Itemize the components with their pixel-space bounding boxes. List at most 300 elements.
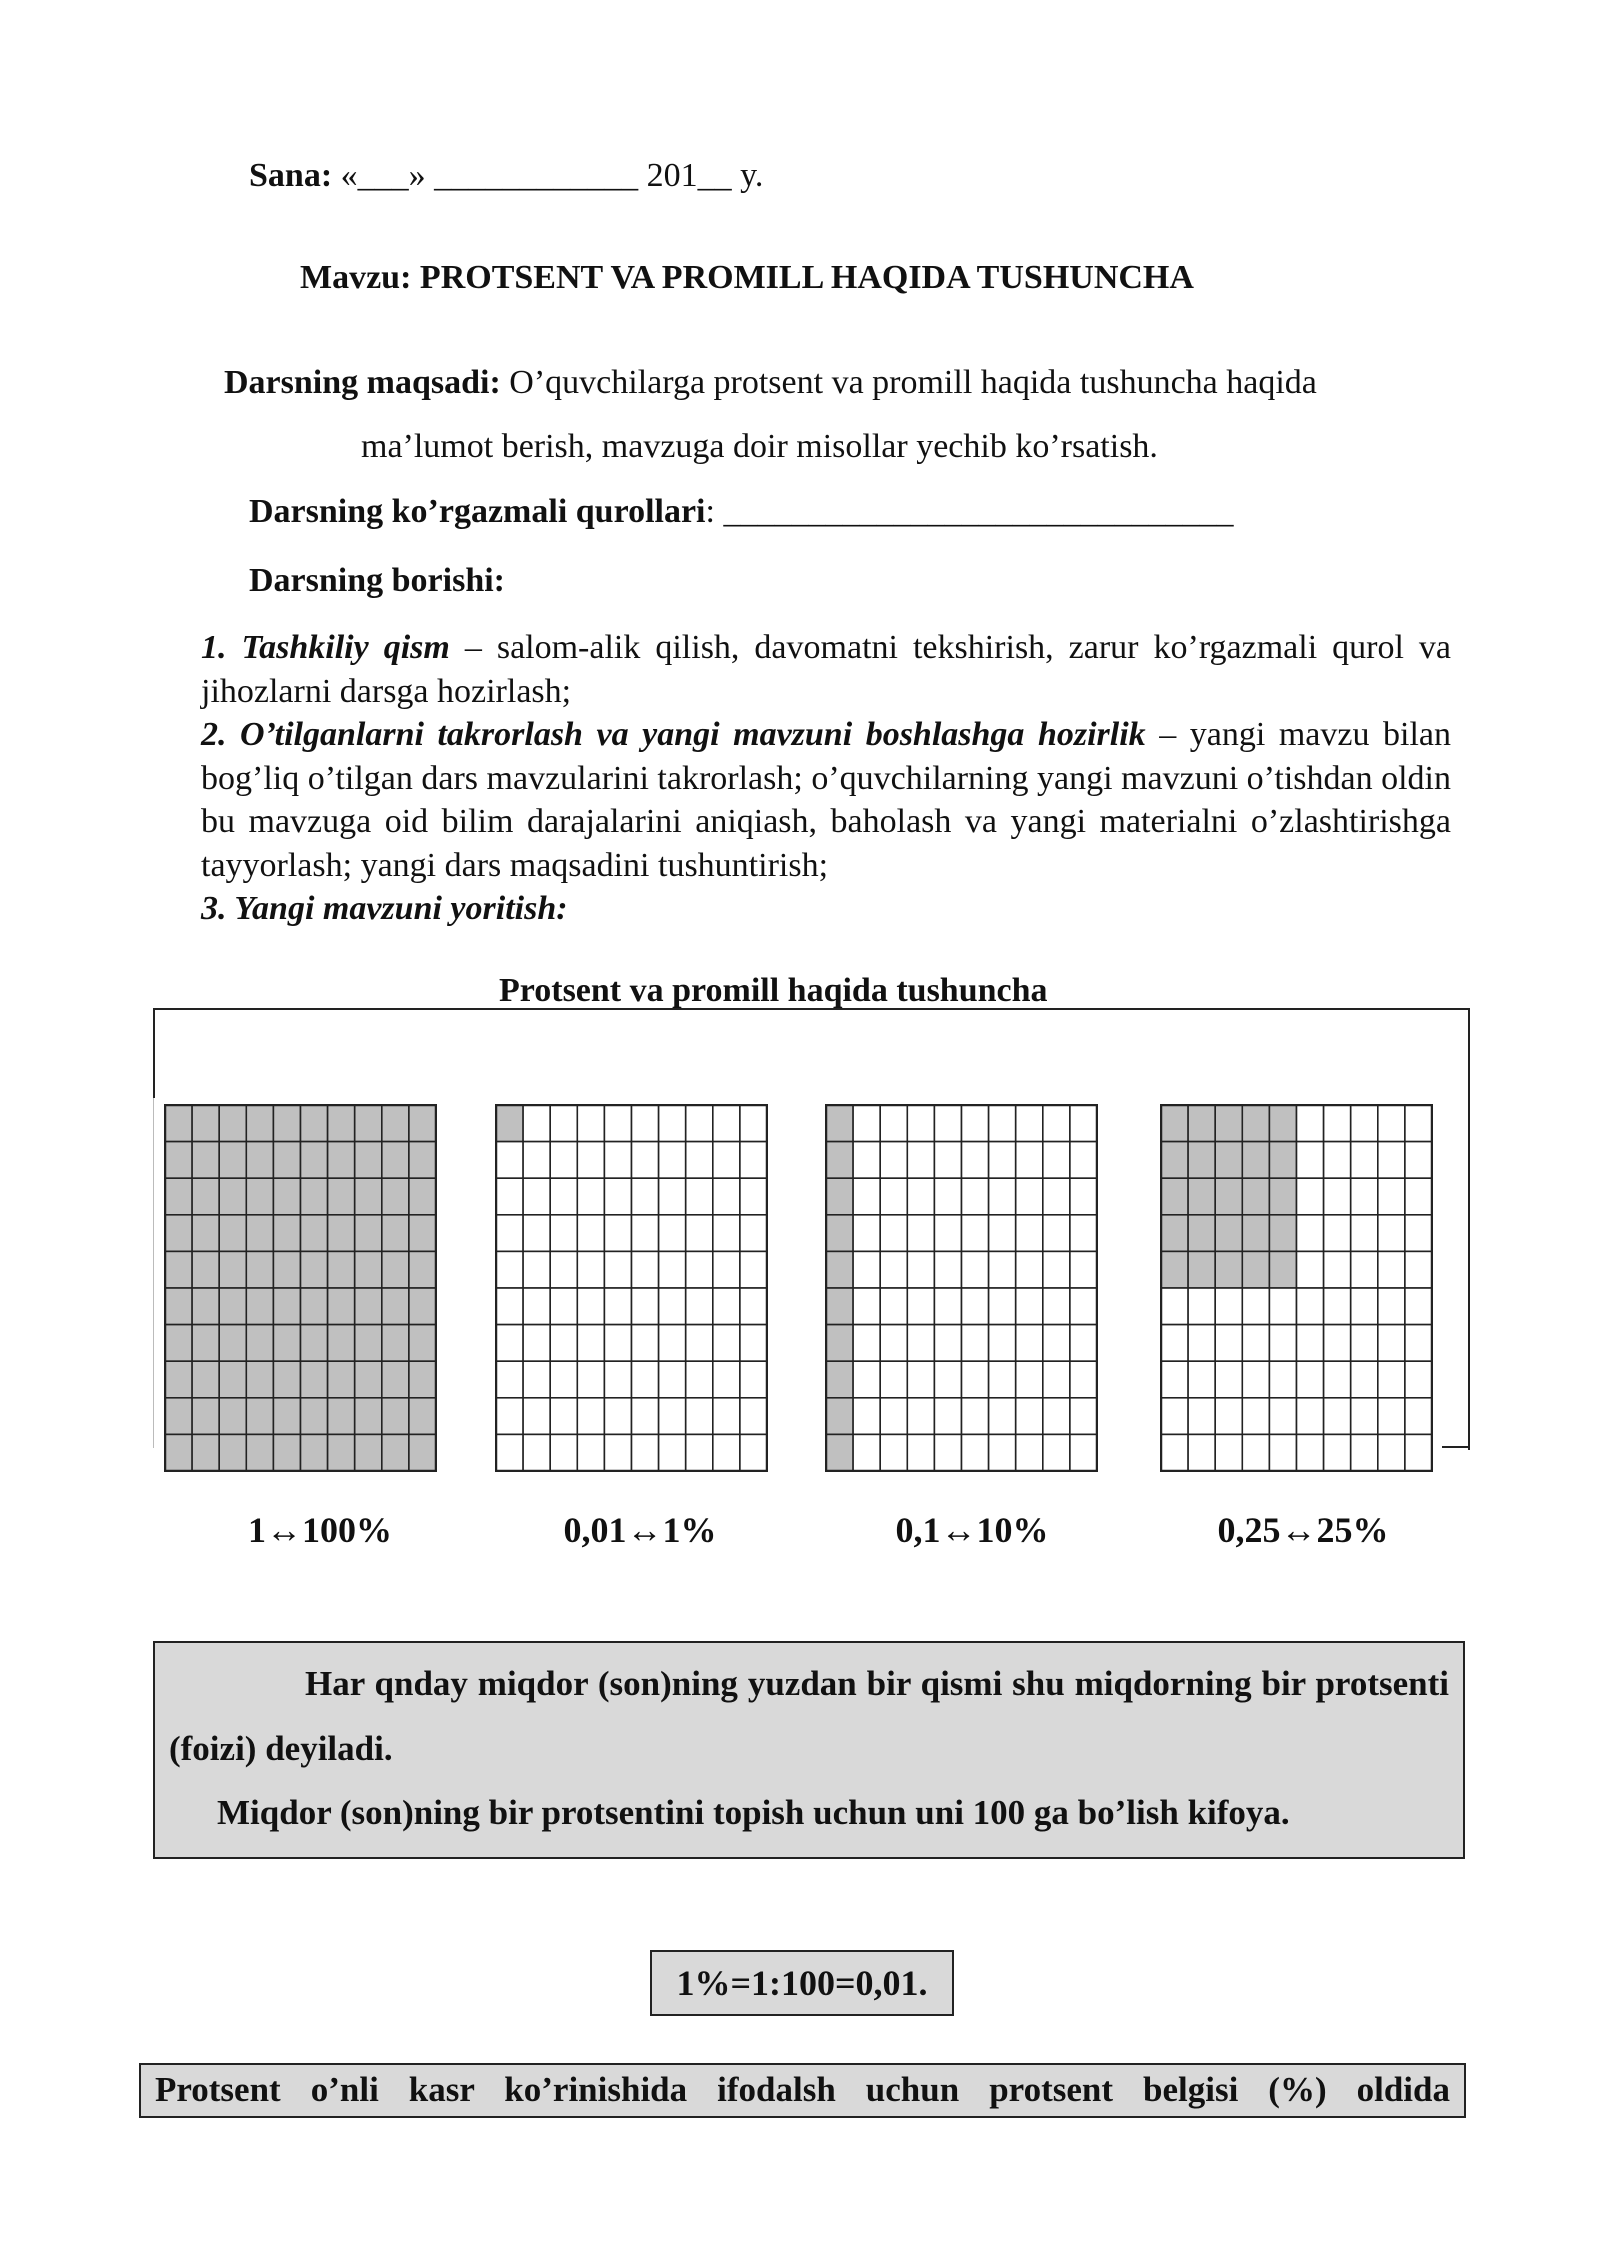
grid-cell (853, 1251, 880, 1288)
grid-cell (934, 1178, 961, 1215)
goal-line-1 (224, 361, 1317, 405)
topic-line (300, 256, 1194, 300)
grid-cell (1324, 1398, 1351, 1435)
grid-cell (1215, 1325, 1242, 1362)
grid-cell (523, 1178, 550, 1215)
grid-cell (1324, 1288, 1351, 1325)
grid-cell (1297, 1215, 1324, 1252)
grid-cell (1161, 1434, 1188, 1471)
grid-cell (632, 1398, 659, 1435)
goal-text-1: O’quvchilarga protsent va promill haqida tushuncha haqida (509, 364, 1317, 401)
grid-cell (659, 1398, 686, 1435)
grid-cell (962, 1361, 989, 1398)
grid-cell (1324, 1434, 1351, 1471)
grid-cell-shaded (219, 1325, 246, 1362)
grid-cell (880, 1361, 907, 1398)
grid-cell (1297, 1434, 1324, 1471)
grid-cell (989, 1325, 1016, 1362)
grid-cell-shaded (355, 1398, 382, 1435)
grid-cell-shaded (192, 1215, 219, 1252)
grid-cell-shaded (328, 1105, 355, 1142)
grid-cell-shaded (246, 1105, 273, 1142)
grid-cell (1070, 1178, 1097, 1215)
hundred-grid-ten (825, 1104, 1098, 1472)
section-title: Protsent va promill haqida tushuncha (499, 972, 1048, 1009)
grid-cell-shaded (273, 1434, 300, 1471)
grid-cell-shaded (1242, 1251, 1269, 1288)
grid-cell-shaded (328, 1251, 355, 1288)
grid-cell-shaded (301, 1178, 328, 1215)
grid-cell (713, 1251, 740, 1288)
grid-cell-shaded (382, 1251, 409, 1288)
grid-cell-shaded (219, 1105, 246, 1142)
grid-cell (1043, 1251, 1070, 1288)
grid-cell (1324, 1215, 1351, 1252)
grid-cell (523, 1361, 550, 1398)
grid-cell (1016, 1105, 1043, 1142)
grid-cell-shaded (301, 1215, 328, 1252)
grid-cell-shaded (165, 1215, 192, 1252)
grid-cell (496, 1398, 523, 1435)
grid-cell (1405, 1215, 1432, 1252)
grid-cell (577, 1251, 604, 1288)
grid-cell (496, 1434, 523, 1471)
grid-cell-shaded (328, 1215, 355, 1252)
hundred-grid-one (495, 1104, 768, 1472)
grid-cell (1043, 1288, 1070, 1325)
grid-cell-shaded (1242, 1142, 1269, 1179)
grid-cell (577, 1361, 604, 1398)
grid-cell-shaded (273, 1105, 300, 1142)
grid-cell (523, 1105, 550, 1142)
grid-cell-shaded (1215, 1105, 1242, 1142)
grid-cell-shaded (382, 1361, 409, 1398)
grid-cell-shaded (355, 1105, 382, 1142)
grid-cell (1242, 1361, 1269, 1398)
grid-cell (1043, 1142, 1070, 1179)
grid-cell-shaded (165, 1398, 192, 1435)
grid-cell (1351, 1251, 1378, 1288)
grid-cell (1405, 1142, 1432, 1179)
date-blanks: «___» ____________ 201__ y. (340, 157, 764, 194)
grid-cell (1070, 1142, 1097, 1179)
grid-cell (1351, 1178, 1378, 1215)
grid-cell (1215, 1398, 1242, 1435)
hundred-grid-quarter (1160, 1104, 1433, 1472)
grid-cell (1043, 1398, 1070, 1435)
grid-cell (989, 1178, 1016, 1215)
grid-cell (632, 1105, 659, 1142)
grid-cell (577, 1325, 604, 1362)
grid-cell (1016, 1142, 1043, 1179)
grid-cell-shaded (273, 1215, 300, 1252)
grid-cell (934, 1142, 961, 1179)
grid-cell-shaded (192, 1105, 219, 1142)
grid-cell (907, 1215, 934, 1252)
grid-cell (1016, 1398, 1043, 1435)
grid-cell (740, 1178, 767, 1215)
grid-cell (659, 1288, 686, 1325)
grid-cell (550, 1251, 577, 1288)
grid-cell (604, 1215, 631, 1252)
step-1-text: – salom-alik qilish, davomatni tekshirish, zarur ko’rgazmali qurol va jihozlarni darsga hozirlash; (201, 629, 1451, 710)
grid-cell (1016, 1325, 1043, 1362)
grid-cell (577, 1398, 604, 1435)
grid-cell (632, 1288, 659, 1325)
grid-cell (1324, 1178, 1351, 1215)
grid-cell-shaded (165, 1178, 192, 1215)
grid-cell-shaded (273, 1325, 300, 1362)
grid-cell (880, 1325, 907, 1362)
grid-cell-shaded (246, 1142, 273, 1179)
hundred-grid-full (164, 1104, 437, 1472)
grid-cell (1351, 1398, 1378, 1435)
grid-cell (713, 1215, 740, 1252)
grid-cell (962, 1288, 989, 1325)
grid-cell (962, 1105, 989, 1142)
grid-cell-shaded (1215, 1251, 1242, 1288)
grid-cell-shaded (382, 1325, 409, 1362)
grid-frame-left-edge (153, 1008, 155, 1098)
grid-cell (713, 1434, 740, 1471)
grid-cell-shaded (219, 1398, 246, 1435)
grid-cell (1378, 1398, 1405, 1435)
grid-cell-shaded (165, 1434, 192, 1471)
grid-cell (1070, 1398, 1097, 1435)
grid-cell (496, 1325, 523, 1362)
grid-cell (496, 1178, 523, 1215)
grid-cell-shaded (192, 1288, 219, 1325)
grid-cell-shaded (826, 1361, 853, 1398)
grid-cell (686, 1288, 713, 1325)
grid-cell (962, 1398, 989, 1435)
grid-cell (1043, 1325, 1070, 1362)
grid-cell-shaded (328, 1434, 355, 1471)
grid-cell-shaded (1242, 1105, 1269, 1142)
grid-cell-shaded (1188, 1178, 1215, 1215)
grid-cell-shaded (165, 1325, 192, 1362)
grid-cell-shaded (273, 1142, 300, 1179)
grid-cell-shaded (826, 1288, 853, 1325)
grid-cell-shaded (355, 1288, 382, 1325)
grid-cell (1378, 1434, 1405, 1471)
grid-cell-shaded (826, 1251, 853, 1288)
grid-cell-shaded (1188, 1105, 1215, 1142)
grid-cell (1269, 1288, 1296, 1325)
grid-cell (853, 1105, 880, 1142)
grid-cell (550, 1215, 577, 1252)
grid-cell-shaded (409, 1398, 436, 1435)
grid-cell-shaded (1242, 1215, 1269, 1252)
lesson-steps (201, 626, 1451, 931)
grid-cell (989, 1142, 1016, 1179)
grid-cell (686, 1142, 713, 1179)
grid-cell (1351, 1361, 1378, 1398)
grid-cell (853, 1288, 880, 1325)
grid-cell (1405, 1288, 1432, 1325)
grid-cell-shaded (1161, 1251, 1188, 1288)
grid-cell (604, 1288, 631, 1325)
grid-cell-shaded (301, 1361, 328, 1398)
grid-cell (907, 1178, 934, 1215)
grid-cell (550, 1105, 577, 1142)
grid-cell-shaded (382, 1288, 409, 1325)
grid-cell (880, 1215, 907, 1252)
grid-cell (1297, 1398, 1324, 1435)
goal-text-2: ma’lumot berish, mavzuga doir misollar yechib ko’rsatish. (361, 428, 1158, 465)
grid-cell (1188, 1288, 1215, 1325)
grid-cell (659, 1178, 686, 1215)
grid-cell-shaded (219, 1288, 246, 1325)
grid-cell-shaded (192, 1398, 219, 1435)
grid-cell-shaded (165, 1251, 192, 1288)
grid-cell (604, 1142, 631, 1179)
formula-box: 1%=1:100=0,01. (650, 1950, 954, 2016)
grid-cell (1242, 1434, 1269, 1471)
grid-cell-shaded (826, 1215, 853, 1252)
grid-cell (1070, 1215, 1097, 1252)
step-2-title: 2. O’tilganlarni takrorlash va yangi mavzuni boshlashga hozirlik (201, 716, 1146, 753)
grid-cell (523, 1398, 550, 1435)
grid-cell (989, 1288, 1016, 1325)
grid-cell (523, 1288, 550, 1325)
grid-cell (1188, 1398, 1215, 1435)
grid-cell (1297, 1325, 1324, 1362)
grid-cell (1405, 1325, 1432, 1362)
grid-cell (907, 1105, 934, 1142)
grid-cell (1188, 1325, 1215, 1362)
grid-cell (1324, 1105, 1351, 1142)
grid-cell (934, 1398, 961, 1435)
grid-cell (496, 1361, 523, 1398)
grid-cell (632, 1215, 659, 1252)
grid-cell (907, 1434, 934, 1471)
grid-cell-shaded (382, 1434, 409, 1471)
grid-cell (604, 1105, 631, 1142)
grid-cell (686, 1178, 713, 1215)
grid-cell-shaded (301, 1398, 328, 1435)
grid-cell (1070, 1361, 1097, 1398)
grid-cell (686, 1361, 713, 1398)
grid-cell (962, 1434, 989, 1471)
step-3 (201, 887, 1451, 931)
grid-cell-shaded (496, 1105, 523, 1142)
grid-cell-shaded (246, 1251, 273, 1288)
grid-cell-shaded (1188, 1251, 1215, 1288)
grid-cell (1378, 1215, 1405, 1252)
grid-cell-shaded (409, 1215, 436, 1252)
grid-cell (989, 1105, 1016, 1142)
grid-cell (523, 1251, 550, 1288)
grid-cell-shaded (355, 1142, 382, 1179)
grid-cell-shaded (165, 1142, 192, 1179)
grid-cell-shaded (355, 1434, 382, 1471)
grid-cell-shaded (1269, 1251, 1296, 1288)
grid-cell-shaded (328, 1361, 355, 1398)
grid-cell (853, 1434, 880, 1471)
process-line (249, 559, 505, 603)
grid-cell (1161, 1361, 1188, 1398)
grid-cell (740, 1325, 767, 1362)
grid-cell (713, 1361, 740, 1398)
grid-cell-shaded (328, 1142, 355, 1179)
grid-cell (1215, 1288, 1242, 1325)
grid-cell-shaded (826, 1398, 853, 1435)
grid-cell (907, 1398, 934, 1435)
topic-title: PROTSENT VA PROMILL HAQIDA TUSHUNCHA (419, 259, 1194, 296)
grid-cell (686, 1251, 713, 1288)
grid-cell-shaded (1161, 1215, 1188, 1252)
grid-cell-shaded (826, 1105, 853, 1142)
grid-cell-shaded (328, 1325, 355, 1362)
step-3-title: 3. Yangi mavzuni yoritish: (201, 890, 568, 927)
grid-cell (1405, 1398, 1432, 1435)
grid-cell (934, 1361, 961, 1398)
grid-cell (1016, 1288, 1043, 1325)
grid-frame-left-faint (153, 1098, 154, 1448)
grid-cell (740, 1398, 767, 1435)
grid-cell-shaded (273, 1398, 300, 1435)
grid-cell-shaded (1242, 1178, 1269, 1215)
grid-cell-shaded (165, 1361, 192, 1398)
grid-cell (1043, 1178, 1070, 1215)
grid-caption-2: 0,01↔1% (563, 1510, 717, 1550)
grid-cell (1269, 1398, 1296, 1435)
grid-cell (740, 1434, 767, 1471)
grid-cell (853, 1142, 880, 1179)
grid-cell (907, 1288, 934, 1325)
date-label: Sana: (249, 157, 333, 194)
grid-cell (659, 1434, 686, 1471)
step-1 (201, 626, 1451, 713)
grid-cell-shaded (382, 1178, 409, 1215)
grid-cell (659, 1251, 686, 1288)
grid-cell (523, 1142, 550, 1179)
grid-cell-shaded (355, 1215, 382, 1252)
grid-cell-shaded (246, 1361, 273, 1398)
grid-cell-shaded (246, 1215, 273, 1252)
grid-cell (880, 1398, 907, 1435)
grid-cell-shaded (1269, 1215, 1296, 1252)
topic-label: Mavzu: (300, 259, 412, 296)
grid-cell (1378, 1178, 1405, 1215)
grid-cell (907, 1251, 934, 1288)
grid-cell (1297, 1361, 1324, 1398)
definition-text-2: Miqdor (son)ning bir protsentini topish uchun uni 100 ga bo’lish kifoya. (217, 1793, 1290, 1832)
grid-cell-shaded (409, 1251, 436, 1288)
grid-cell (934, 1325, 961, 1362)
grid-cell (1324, 1251, 1351, 1288)
grid-cell (740, 1361, 767, 1398)
grid-cell-shaded (1188, 1215, 1215, 1252)
grid-cell (713, 1325, 740, 1362)
grid-cell (1378, 1361, 1405, 1398)
grid-cell (550, 1434, 577, 1471)
grid-cell-shaded (246, 1398, 273, 1435)
grid-cell (523, 1325, 550, 1362)
step-2-text: – yangi mavzu bilan bog’liq o’tilgan dars mavzularini takrorlash; o’quvchilarning yangi mavzuni o’tishdan oldin bu mavzuga oid bilim darajalarini aniqiash, baholash va yangi materialni o’zlashtirishga tayyorlash; yangi dars maqsadini tushuntirish; (201, 716, 1451, 884)
grid-cell (853, 1398, 880, 1435)
grid-cell (989, 1361, 1016, 1398)
grid-cell (523, 1215, 550, 1252)
grid-cell-shaded (246, 1434, 273, 1471)
grid-cell-shaded (273, 1361, 300, 1398)
grid-cell (934, 1215, 961, 1252)
grid-cell (1188, 1434, 1215, 1471)
grid-cell (1351, 1434, 1378, 1471)
grid-cell-shaded (301, 1142, 328, 1179)
grid-cell (880, 1434, 907, 1471)
grid-cell (1161, 1325, 1188, 1362)
grid-cell (1161, 1288, 1188, 1325)
grid-cell-shaded (301, 1325, 328, 1362)
grid-cell (577, 1288, 604, 1325)
grid-cell-shaded (409, 1105, 436, 1142)
grid-cell (1297, 1105, 1324, 1142)
grid-cell (496, 1288, 523, 1325)
grid-cell (604, 1361, 631, 1398)
grid-caption-3: 0,1↔10% (895, 1510, 1049, 1550)
grid-cell-shaded (192, 1251, 219, 1288)
grid-cell-shaded (192, 1361, 219, 1398)
grid-cell (934, 1288, 961, 1325)
grid-cell (1351, 1288, 1378, 1325)
grid-cell (550, 1361, 577, 1398)
grid-cell (853, 1325, 880, 1362)
step-1-title: 1. Tashkiliy qism (201, 629, 450, 666)
grid-cell (880, 1288, 907, 1325)
grid-cell (496, 1251, 523, 1288)
grid-cell-shaded (328, 1398, 355, 1435)
grid-cell (1378, 1288, 1405, 1325)
grid-cell-shaded (1269, 1178, 1296, 1215)
grid-cell (1188, 1361, 1215, 1398)
grid-cell-shaded (273, 1251, 300, 1288)
grid-cell (1297, 1142, 1324, 1179)
grid-cell (713, 1142, 740, 1179)
grid-cell (740, 1251, 767, 1288)
grid-cell-shaded (355, 1361, 382, 1398)
grid-cell (1378, 1251, 1405, 1288)
grid-cell-shaded (382, 1105, 409, 1142)
grid-cell-shaded (1269, 1105, 1296, 1142)
grid-cell (604, 1434, 631, 1471)
grid-cell (907, 1325, 934, 1362)
grid-cell (880, 1178, 907, 1215)
tools-line (249, 490, 1233, 534)
grid-cell (604, 1398, 631, 1435)
grid-cell-shaded (826, 1434, 853, 1471)
grid-cell (577, 1178, 604, 1215)
grid-cell-shaded (219, 1178, 246, 1215)
grid-cell (1405, 1251, 1432, 1288)
grid-cell (1016, 1434, 1043, 1471)
grid-cell (577, 1215, 604, 1252)
grid-cell-shaded (328, 1178, 355, 1215)
grid-cell (632, 1434, 659, 1471)
grid-cell (1043, 1105, 1070, 1142)
grid-cell (740, 1142, 767, 1179)
grid-cell (1297, 1288, 1324, 1325)
grid-cell (604, 1178, 631, 1215)
grid-cell-shaded (192, 1178, 219, 1215)
definition-box (153, 1641, 1465, 1859)
grid-cell (604, 1325, 631, 1362)
grid-cell (934, 1251, 961, 1288)
grid-cell (1242, 1325, 1269, 1362)
grid-cell (934, 1434, 961, 1471)
grid-cell (1043, 1215, 1070, 1252)
